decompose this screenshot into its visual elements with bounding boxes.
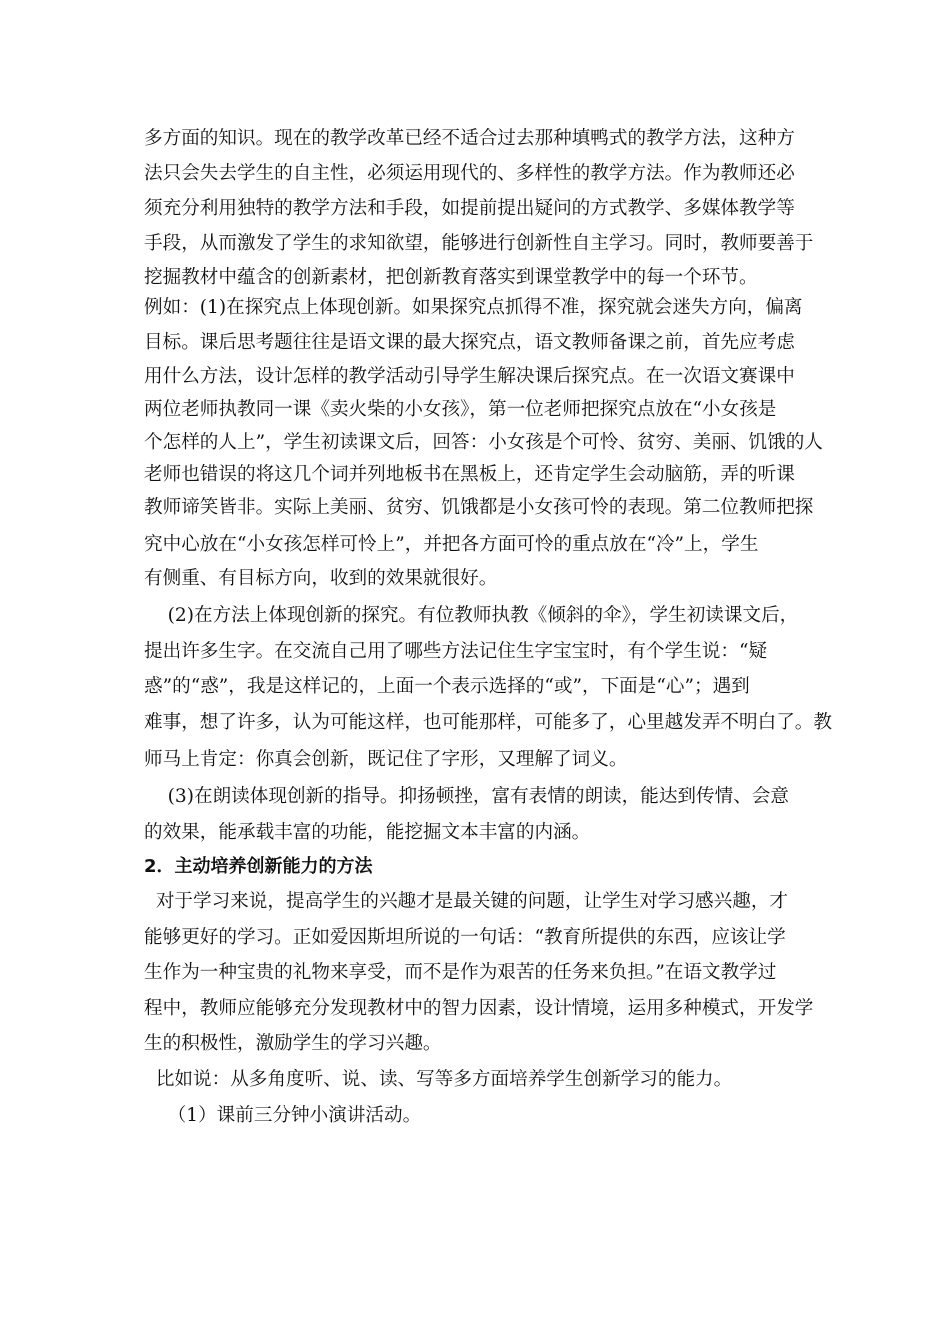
paragraph-line: 个怎样的人上”，学生初读课文后，回答：小女孩是个可怜、贫穷、美丽、饥饿的人	[144, 432, 823, 453]
paragraph-line: 多方面的知识。现在的教学改革已经不适合过去那种填鸭式的教学方法，这种方	[144, 128, 795, 149]
paragraph-line: 生的积极性，激励学生的学习兴趣。	[144, 1033, 442, 1054]
paragraph-line: 两位老师执教同一课《卖火柴的小女孩》，第一位老师把探究点放在“小女孩是	[144, 399, 777, 420]
paragraph-line: 教师谛笑皆非。实际上美丽、贫穷、饥饿都是小女孩可怜的表现。第二位教师把探	[144, 497, 814, 518]
paragraph-line: 目标。课后思考题往往是语文课的最大探究点，语文教师备课之前，首先应考虑	[144, 332, 795, 353]
paragraph-line: 法只会失去学生的自主性，必须运用现代的、多样性的教学方法。作为教师还必	[144, 163, 795, 184]
paragraph-line: 比如说：从多角度听、说、读、写等多方面培养学生创新学习的能力。	[144, 1069, 733, 1090]
paragraph-line: 对于学习来说，提高学生的兴趣才是最关键的问题，让学生对学习感兴趣，才	[144, 891, 789, 912]
paragraph-line: 惑”的“惑”，我是这样记的，上面一个表示选择的“或”，下面是“心”；遇到	[144, 676, 750, 697]
paragraph-line: 用什么方法，设计怎样的教学活动引导学生解决课后探究点。在一次语文赛课中	[144, 366, 795, 387]
section-heading: 2．主动培养创新能力的方法	[144, 856, 373, 877]
paragraph-line: 的效果，能承载丰富的功能，能挖掘文本丰富的内涵。	[144, 822, 591, 843]
paragraph-line: (2)在方法上体现创新的探究。有位教师执教《倾斜的伞》，学生初读课文后，	[144, 605, 799, 626]
paragraph-line: （1）课前三分钟小演讲活动。	[144, 1105, 422, 1126]
paragraph-line: 能够更好的学习。正如爱因斯坦所说的一句话：“教育所提供的东西，应该让学	[144, 927, 786, 948]
paragraph-line: 难事，想了许多，认为可能这样，也可能那样，可能多了，心里越发弄不明白了。教	[144, 712, 832, 733]
paragraph-line: (3)在朗读体现创新的指导。抑扬顿挫，富有表情的朗读，能达到传情、会意	[144, 786, 789, 807]
paragraph-line: 程中，教师应能够充分发现教材中的智力因素，设计情境，运用多种模式，开发学	[144, 998, 814, 1019]
paragraph-line: 例如：(1)在探究点上体现创新。如果探究点抓得不准，探究就会迷失方向，偏离	[144, 297, 803, 318]
paragraph-line: 老师也错误的将这几个词并列地板书在黑板上，还肯定学生会动脑筋，弄的听课	[144, 464, 795, 485]
paragraph-line: 挖掘教材中蕴含的创新素材，把创新教育落实到课堂教学中的每一个环节。	[144, 267, 758, 288]
paragraph-line: 提出许多生字。在交流自己用了哪些方法记住生字宝宝时，有个学生说：“疑	[144, 641, 768, 662]
paragraph-line: 手段，从而激发了学生的求知欲望，能够进行创新性自主学习。同时，教师要善于	[144, 233, 814, 254]
paragraph-line: 须充分利用独特的教学方法和手段，如提前提出疑问的方式教学、多媒体教学等	[144, 198, 795, 219]
paragraph-line: 生作为一种宝贵的礼物来享受，而不是作为艰苦的任务来负担。”在语文教学过	[144, 962, 777, 983]
paragraph-line: 有侧重、有目标方向，收到的效果就很好。	[144, 568, 498, 589]
paragraph-line: 究中心放在“小女孩怎样可怜上”，并把各方面可怜的重点放在“冷”上，学生	[144, 534, 759, 555]
paragraph-line: 师马上肯定：你真会创新，既记住了字形，又理解了词义。	[144, 749, 628, 770]
